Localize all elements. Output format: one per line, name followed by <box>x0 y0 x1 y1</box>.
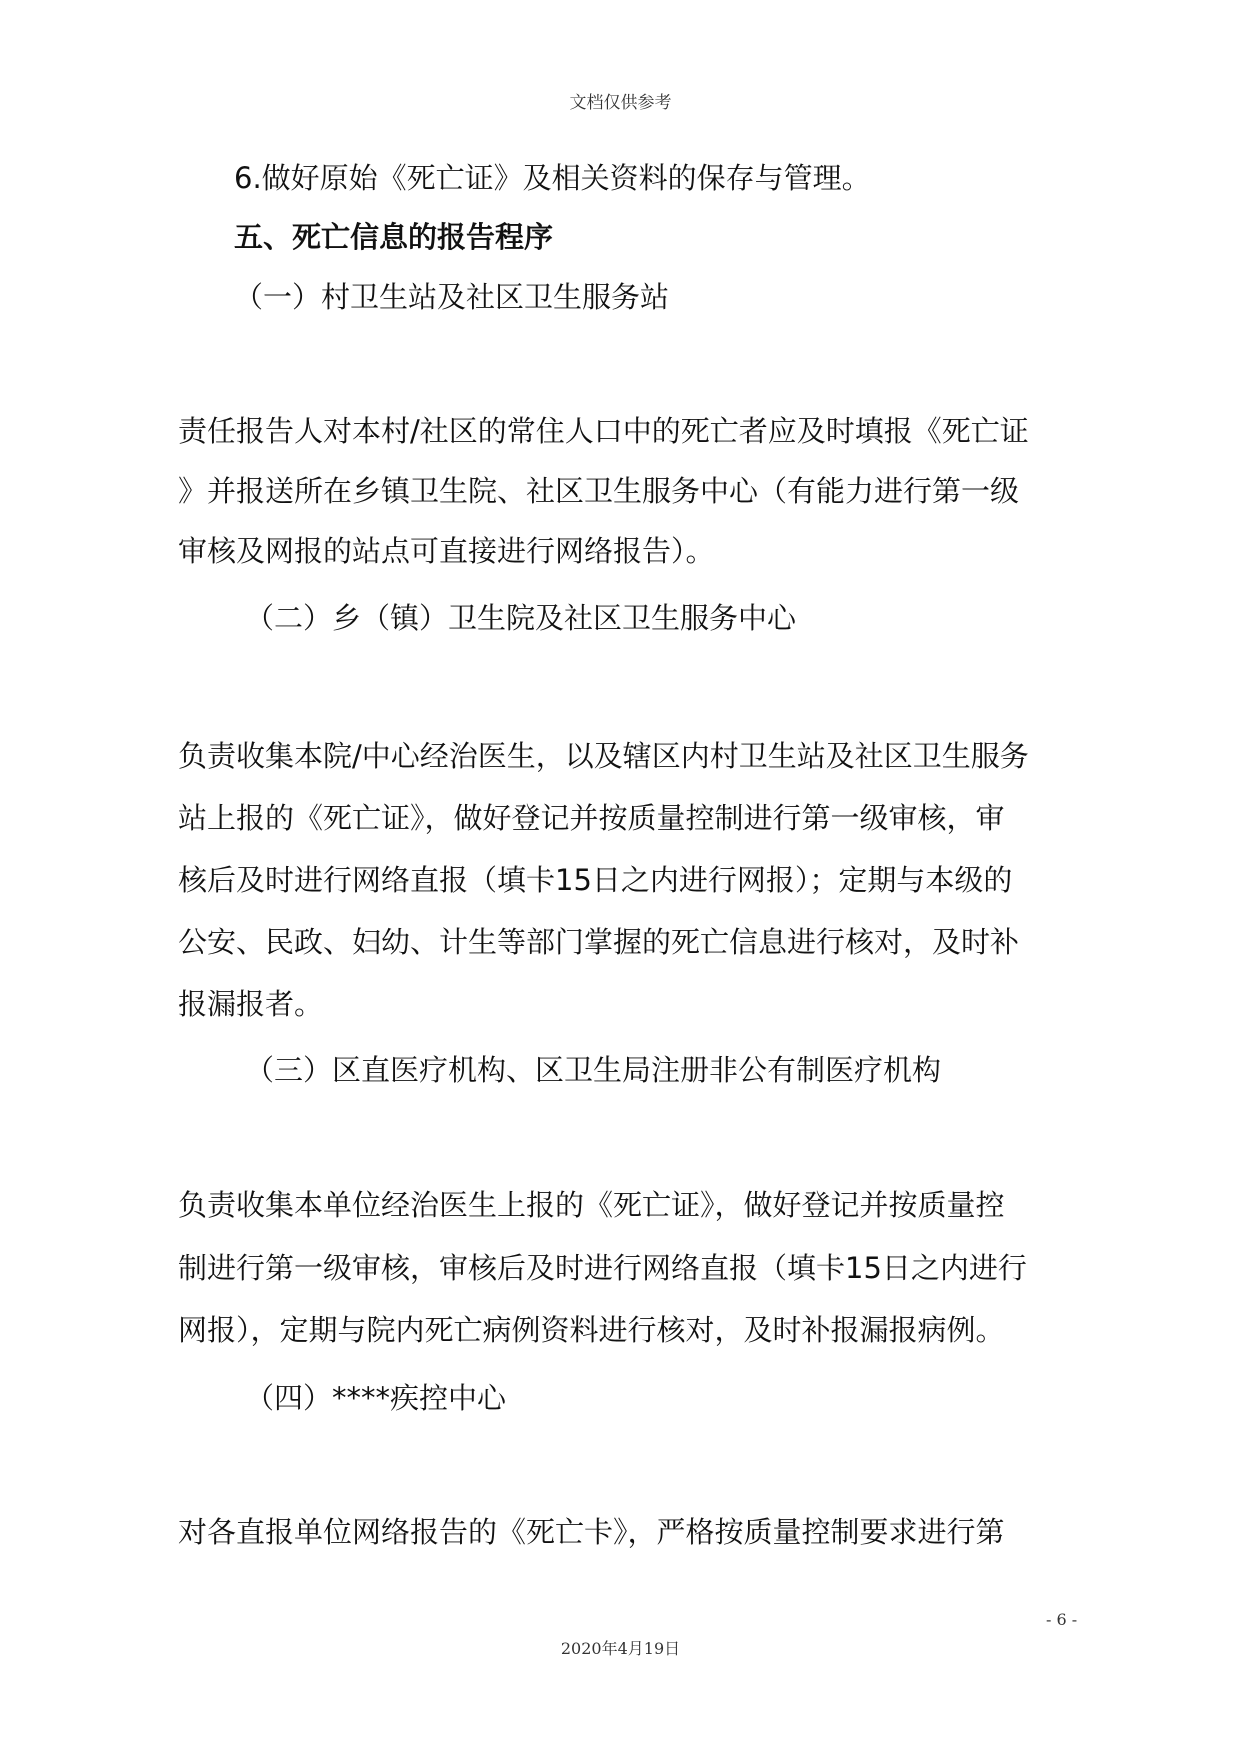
subsection-3-title: （三）区直医疗机构、区卫生局注册非公有制医疗机构 <box>245 1053 942 1087</box>
subsection-2-line-4: 公安、民政、妇幼、计生等部门掌握的死亡信息进行核对，及时补 <box>178 925 1020 959</box>
section-5-title: 五、死亡信息的报告程序 <box>234 220 554 254</box>
subsection-1-line-3: 审核及网报的站点可直接进行网络报告）。 <box>178 534 715 568</box>
subsection-3-line-3: 网报），定期与院内死亡病例资料进行核对，及时补报漏报病例。 <box>178 1313 1005 1347</box>
item-6-text: 6.做好原始《死亡证》及相关资料的保存与管理。 <box>234 161 871 195</box>
footer-date: 2020年4月19日 <box>560 1639 681 1658</box>
subsection-1-line-1: 责任报告人对本村/社区的常住人口中的死亡者应及时填报《死亡证 <box>178 414 1029 448</box>
subsection-2-line-5: 报漏报者。 <box>178 987 324 1021</box>
subsection-2-line-1: 负责收集本院/中心经治医生，以及辖区内村卫生站及社区卫生服务 <box>178 739 1029 773</box>
subsection-4-line-1: 对各直报单位网络报告的《死亡卡》，严格按质量控制要求进行第 <box>178 1515 1005 1549</box>
page-number: - 6 - <box>1046 1610 1078 1629</box>
subsection-2-line-3: 核后及时进行网络直报（填卡15日之内进行网报）；定期与本级的 <box>178 863 1013 897</box>
page-header: 文档仅供参考 <box>569 93 672 113</box>
subsection-1-title: （一）村卫生站及社区卫生服务站 <box>234 280 670 314</box>
subsection-2-title: （二）乡（镇）卫生院及社区卫生服务中心 <box>245 601 797 635</box>
subsection-4-title: （四）****疾控中心 <box>245 1381 507 1415</box>
subsection-3-line-1: 负责收集本单位经治医生上报的《死亡证》，做好登记并按质量控 <box>178 1188 1005 1222</box>
subsection-1-line-2: 》并报送所在乡镇卫生院、社区卫生服务中心（有能力进行第一级 <box>178 474 1020 508</box>
subsection-3-line-2: 制进行第一级审核，审核后及时进行网络直报（填卡15日之内进行 <box>178 1251 1027 1285</box>
subsection-2-line-2: 站上报的《死亡证》，做好登记并按质量控制进行第一级审核，审 <box>178 801 1005 835</box>
